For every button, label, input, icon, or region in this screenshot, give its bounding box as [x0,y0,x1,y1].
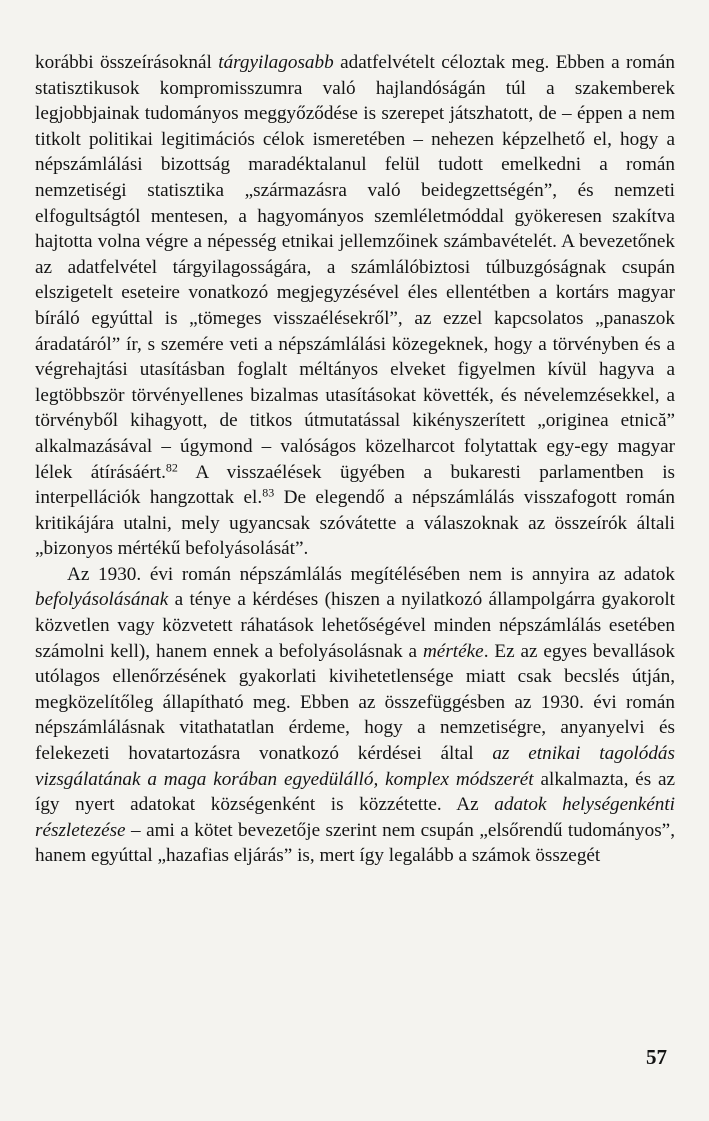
text-run: Az 1930. évi román népszámlálás megítélésében nem is annyira az adatok [67,563,675,585]
text-run: alkalmazta, és az így nyert adatokat községenként is közzétette. Az [35,768,676,816]
footnote-ref: 82 [165,459,178,474]
text-run: A visszaélések ügyében a bukaresti parlamentben is interpellációk hangzottak el. [35,461,675,509]
text-run: . Ez az egyes bevallások utólagos ellenőrzésének gyakorlati kivihetetlensége miatt csak becslés útján, megközelítőleg állapítható meg. Ebben az összefüggésben az 1930. évi román népszámlálásnak vitathatatlan érdeme, hogy a nemzetiségre, anyanyelvi és felekezeti hovatartozásra vonatkozó kérdései által [35,640,675,765]
text-run: adatfelvételt céloztak meg. Ebben a román statisztikusok kompromisszumra való hajlandóságán túl a szakemberek legjobbjainak tudományos meggyőződése is szerepet játszhatott, de – éppen a nem titkolt politikai legitimációs célok ismeretében – nehezen képzelhető el, hogy a népszámlálási bizottság maradéktalanul felül tudott emelkedni a román nemzetiségi statisztika „származásra való beidegzettségén”, és nemzeti elfogultságtól mentesen, a hagyományos szemléletmóddal gyökeresen szakítva hajtotta volna végre a népesség etnikai jellemzőinek számbavételét. A bevezetőnek az adatfelvétel tárgyilagosságára, a számlálóbiztosi túlbuzgóságnak csupán elszigetelt eseteire vonatkozó megjegyzésével éles ellentétben a kortárs magyar bíráló egyúttal is „tömeges visszaélésekről”, az ezzel kapcsolatos „panaszok áradatáról” ír, s szemére veti a népszámlálási közegeknek, hogy a törvényben és a végrehajtási utasításban foglalt méltányos elveket figyelmen kívül hagyva a legtöbbször törvényellenes bizalmas utasításokat követték, és névelemzésekkel, a törvényből kihagyott, de titkos útmutatással kikényszerített „originea etnică” alkalmazásával – úgymond – valóságos közelharcot folytattak egy-egy magyar lélek átírásáért. [35,52,675,483]
emphasis-text: az etnikai tagolódás vizsgálatának a maga korában egyedülálló, komplex módszerét [35,743,675,790]
paragraph [35,50,675,562]
emphasis-text: adatok helységenkénti részletezése [35,794,676,841]
text-run: De elegendő a népszámlálás visszafogott román kritikájára utalni, mely ugyancsak szóvátette a válaszoknak az összeírók általi „bizonyos mértékű befolyásolását”. [35,487,675,560]
emphasis-text: mértéke [422,640,484,662]
footnote-ref: 83 [262,485,275,500]
page-number: 57 [646,1045,667,1069]
emphasis-text: befolyásolásának [35,589,169,611]
text-run: a ténye a kérdéses (hiszen a nyilatkozó állampolgárra gyakorolt közvetlen vagy közvetett ráhatások lehetőségével minden népszámlálás esetében számolni kell), hanem ennek a befolyásolásnak a [35,589,675,662]
text-run: – ami a kötet bevezetője szerint nem csupán „elsőrendű tudományos”, hanem egyúttal „hazafias eljárás” is, mert így legalább a számok összegét [35,819,675,867]
paragraph [35,562,675,869]
body-text [35,50,675,869]
emphasis-text: tárgyilagosabb [218,52,334,73]
text-run: korábbi összeírásoknál [35,52,219,73]
